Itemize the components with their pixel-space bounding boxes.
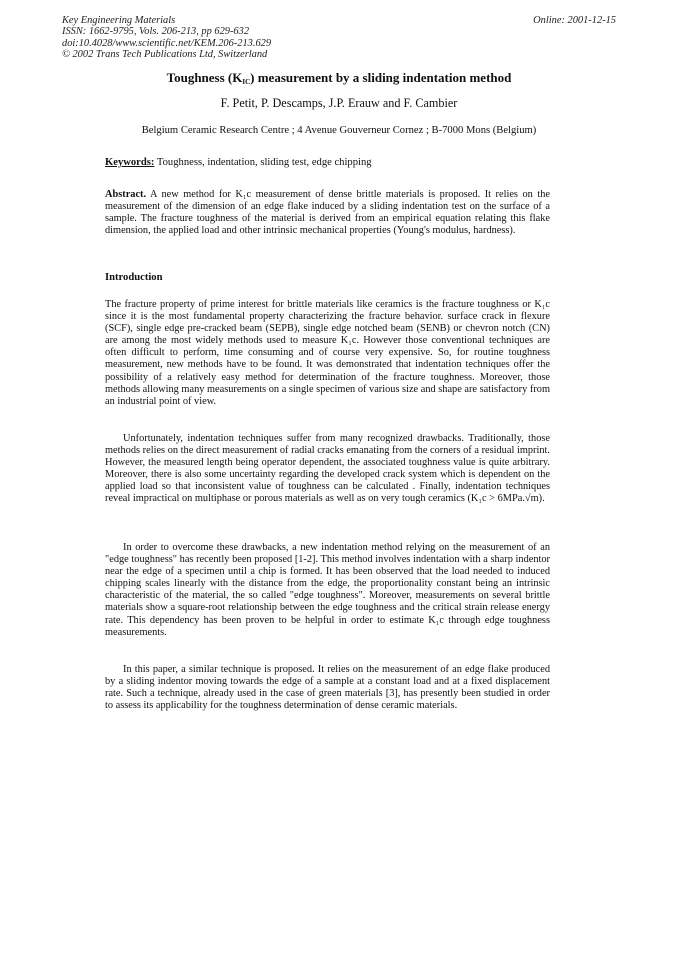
keywords-text: Toughness, indentation, sliding test, edge chipping xyxy=(156,157,372,168)
title-subscript: IC xyxy=(242,78,251,86)
copyright-line: © 2002 Trans Tech Publications Ltd, Switzerland xyxy=(62,49,268,61)
paper-title xyxy=(0,70,678,86)
paragraph-2: Unfortunately, indentation techniques suffer from many recognized drawbacks. Traditionally, those methods relies on the direct measurement of radial cracks emanating from the corners of a residual imprint. However, the measured length being operator dependent, the associated toughness value is quite arbitrary. Moreover, there is also some uncertainty regarding the developed crack system which is dependent on the applied load so that inconsistent value of toughness can be calculated . Finally, indentation techniques reveal impractical on multiphase or porous materials as well as on very tough ceramics (K₁c > 6MPa.√m). xyxy=(105,433,550,505)
authors: F. Petit, P. Descamps, J.P. Erauw and F. Cambier xyxy=(220,96,458,110)
paragraph-3: In order to overcome these drawbacks, a new indentation method relying on the measurement of an "edge toughness" has recently been proposed [1-2]. This method involves indentation with a sharp indentor near the edge of a specimen until a chip is formed. It has been observed that the load needed to induced chipping scales linearly with the distance from the edge, the proportionality constant being an intrinsic characteristic of the material, the so called "edge toughness". Moreover, measurements on several brittle materials show a square-root relationship between the edge toughness and the critical strain release energy rate. This dependency has been proven to be helpful in order to estimate K₁c through edge toughness measurements. xyxy=(105,542,550,638)
keywords-label: Keywords: xyxy=(105,157,155,168)
abstract-text: A new method for K₁c measurement of dense brittle materials is proposed. It relies on the measurement of the dimension of an edge flake induced by a sliding indentation test on the surface of a sample. The fracture toughness of the material is derived from an empirical equation relating this flake dimension, the applied load and other intrinsic mechanical properties (Young's modulus, hardness). xyxy=(105,189,551,237)
keywords xyxy=(105,157,372,168)
section-heading-introduction: Introduction xyxy=(105,272,163,283)
journal-header xyxy=(62,15,271,61)
journal-name: Key Engineering Materials xyxy=(62,15,176,26)
issn-line: ISSN: 1662-9795, Vols. 206-213, pp 629-632 xyxy=(62,26,250,38)
online-date: Online: 2001-12-15 xyxy=(533,15,616,26)
doi-line: doi:10.4028/www.scientific.net/KEM.206-213.629 xyxy=(62,37,272,49)
title-suffix: ) measurement by a sliding indentation method xyxy=(250,70,512,85)
title-prefix: Toughness (K xyxy=(166,70,243,85)
abstract xyxy=(105,189,550,237)
paragraph-4: In this paper, a similar technique is proposed. It relies on the measurement of an edge flake produced by a sliding indentor moving towards the edge of a sample at a constant load and at a fixed displacement rate. Such a technique, already used in the case of green materials [3], has presently been studied in order to assess its applicability for the toughness determination of dense ceramic materials. xyxy=(105,664,550,712)
paragraph-1: The fracture property of prime interest for brittle materials like ceramics is the fracture toughness or K₁c since it is the most fundamental property characterizing the fracture behavior. surface crack in flexure (SCF), single edge pre-cracked beam (SEPB), single edge notched beam (SENB) or chevron notch (CN) are among the most widely methods used to measure K₁c. However those conventional techniques are often difficult to perform, time consuming and of course very expensive. So, for routine toughness measurement, new methods have to be found. It was demonstrated that indentation techniques offer the possibility of a relatively easy method for determination of the fracture toughness. Moreover, those methods allowing many measurements on a single specimen of various size and shape are satisfactory from an industrial point of view. xyxy=(105,299,550,407)
affiliation: Belgium Ceramic Research Centre ; 4 Avenue Gouverneur Cornez ; B-7000 Mons (Belgium) xyxy=(141,125,537,136)
abstract-label: Abstract. xyxy=(105,189,147,200)
